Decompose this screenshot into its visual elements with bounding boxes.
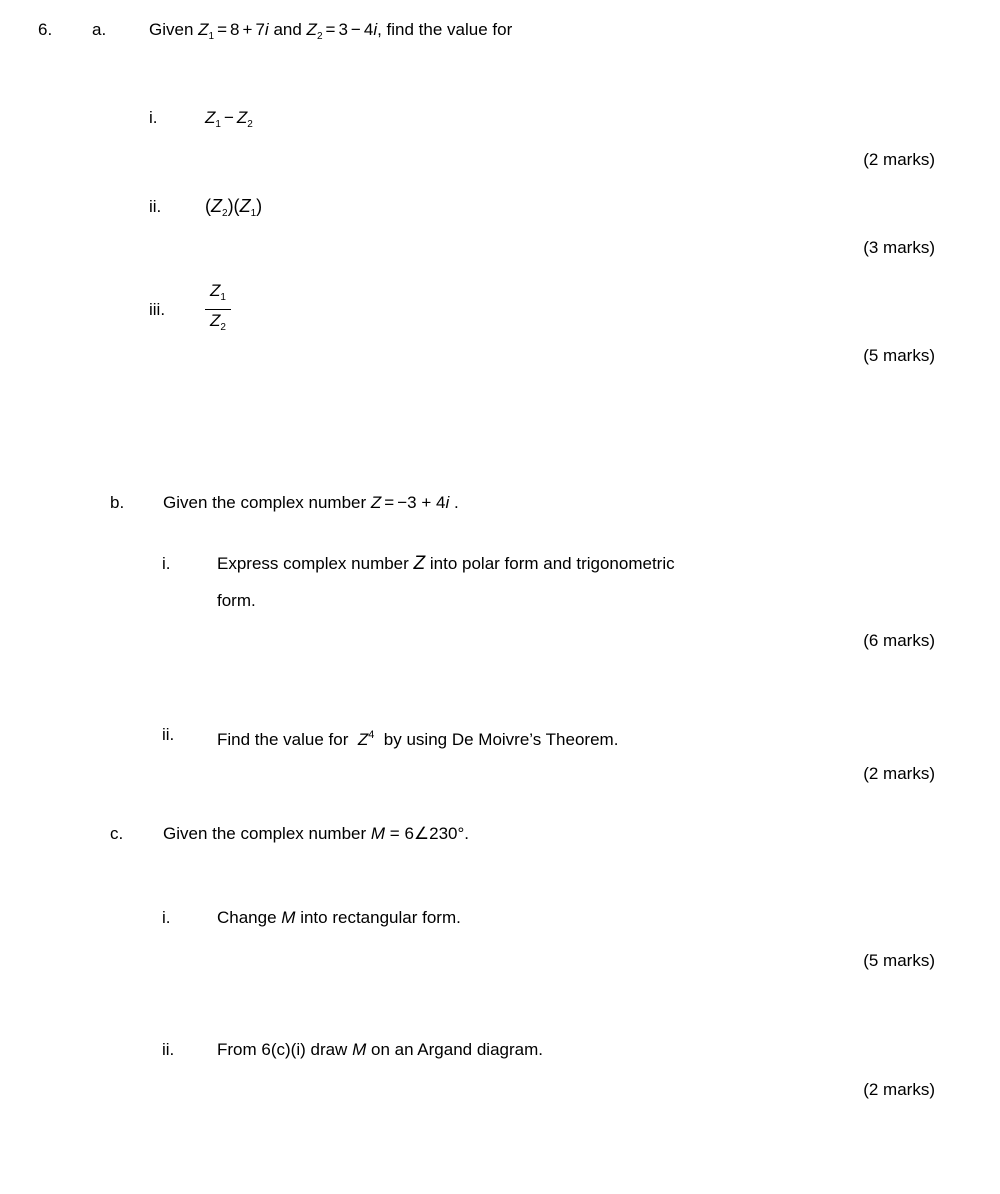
marks: (2 marks) [863,1080,935,1099]
text: , find the value for [377,20,513,39]
part-a-label: a. [92,20,107,39]
part-b-ii-text: Find the value for $Z^4$ by using De Moivre’s Theorem. [217,729,619,749]
part-c-label: c. [110,824,124,843]
marks: (6 marks) [863,631,935,650]
z1-minus-z2: $Z_1 - Z_2$ [205,108,253,130]
part-b-i-label: i. [162,554,171,573]
part-b-label: b. [110,493,125,512]
part-c-ii-label: ii. [162,1040,175,1059]
marks: (5 marks) [863,951,935,970]
z1-over-z2-fraction: $Z_1$ $Z_2$ [205,281,231,338]
part-a-ii-label: ii. [149,197,162,216]
part-b-i-text: Express complex number Z into polar form and trigonometric [217,553,675,574]
marks: (5 marks) [863,346,935,365]
marks: (2 marks) [863,150,935,169]
part-b-intro: Given the complex number Z = −3 + 4i . [163,493,459,512]
text: and [273,20,302,39]
part-b-i-text-line2: form. [217,591,256,610]
text: Given [149,20,194,39]
marks: (2 marks) [863,764,935,783]
z2-equation: $Z_2 = 3 - 4i$ [306,20,378,42]
part-a-iii-label: iii. [149,300,166,319]
part-a-intro [149,20,512,47]
part-b-ii-label: ii. [162,725,175,744]
part-c-i-label: i. [162,908,171,927]
part-c-intro: Given the complex number M = 6∠230°. [163,824,470,843]
part-a-i-label: i. [149,108,158,127]
part-c-ii-text: From 6(c)(i) draw M on an Argand diagram. [217,1040,543,1059]
question-number: 6. [38,20,53,39]
z2-times-z1: $(Z_2)(Z_1)$ [205,196,263,219]
part-c-i-text: Change M into rectangular form. [217,908,461,927]
z1-equation: $Z_1 = 8 + 7i$ [198,20,269,42]
marks: (3 marks) [863,238,935,257]
